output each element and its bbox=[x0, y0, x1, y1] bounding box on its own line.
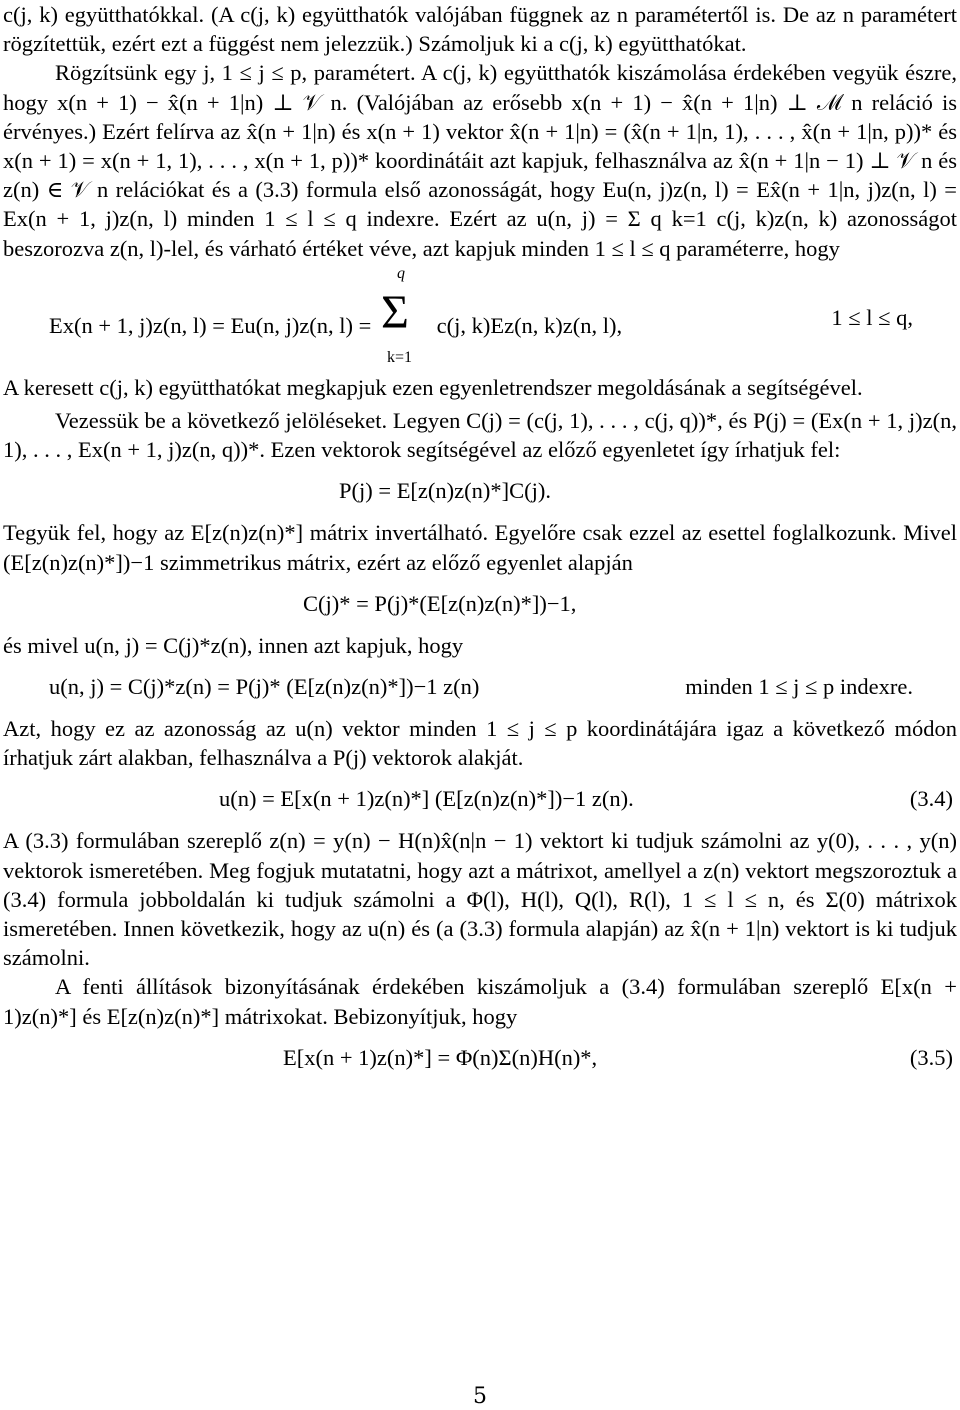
equation-sum-lhs: Ex(n + 1, j)z(n, l) = Eu(n, j)z(n, l) = bbox=[49, 312, 372, 338]
paragraph-notation: Vezessük be a következő jelöléseket. Legyen C(j) = (c(j, 1), . . . , c(j, q))*, és P(j) = (Ex(n + 1, j)z(n, 1), . . . , Ex(n + 1, j)z(n, q))*. Ezen vektorok segítségével az előző egyenletet így írhatjuk fel: bbox=[3, 408, 957, 463]
sigma-icon: Σ bbox=[380, 285, 409, 339]
equation-pj bbox=[3, 464, 957, 518]
paragraph-identity: Azt, hogy ez az azonosság az u(n) vektor minden 1 ≤ j ≤ p koordinátájára igaz a következő módon írhatjuk zárt alakban, felhasználva a P(j) vektorok alakját. bbox=[3, 716, 957, 771]
summation-symbol bbox=[377, 264, 431, 366]
equation-sum-condition: 1 ≤ l ≤ q, bbox=[831, 304, 913, 330]
equation-cj bbox=[3, 577, 957, 631]
paragraph-solution: A keresett c(j, k) együtthatókat megkapjuk ezen egyenletrendszer megoldásának a segítségével. bbox=[3, 374, 863, 400]
paragraph-and-since: és mivel u(n, j) = C(j)*z(n), innen azt kapjuk, hogy bbox=[3, 632, 464, 658]
equation-unj-body: u(n, j) = C(j)*z(n) = P(j)* (E[z(n)z(n)*])−1 z(n) bbox=[49, 674, 480, 700]
equation-unj bbox=[3, 660, 957, 714]
equation-3-5 bbox=[3, 1031, 957, 1085]
equation-3-5-body: E[x(n + 1)z(n)*] = Φ(n)Σ(n)H(n)*, bbox=[283, 1044, 598, 1070]
paragraph-intro: c(j, k) együtthatókkal. (A c(j, k) együtthatók valójában függnek az n paramétertől is. De az n paramétert rögzítettük, ezért ezt a függést nem jelezzük.) Számoljuk ki a c(j, k) együtthatókat. bbox=[3, 2, 957, 57]
equation-sum-term: c(j, k)Ez(n, k)z(n, l), bbox=[436, 312, 623, 338]
equation-unj-condition: minden 1 ≤ j ≤ p indexre. bbox=[685, 674, 913, 700]
paragraph-fix-j: Rögzítsünk egy j, 1 ≤ j ≤ p, paramétert. A c(j, k) együtthatók kiszámolása érdekében vegyük észre, hogy x(n + 1) − x̂(n + 1|n) ⊥ 𝒱 n. (Valójában az erősebb x(n + 1) − x̂(n + 1|n) ⊥ ℳ n reláció is érvényes.) Ezért felírva az x̂(n + 1|n) és x(n + 1) vektor x̂(n + 1|n) = (x̂(n + 1|n, 1), . . . , x̂(n + 1|n, p))* és x(n + 1) = x(n + 1, 1), . . . , x(n + 1, p))* koordinátáit azt kapjuk, felhasználva az x̂(n + 1|n − 1) ⊥ 𝒱 n és z(n) ∈ 𝒱 n relációkat és a (3.3) formula első azonosságát, hogy Eu(n, j)z(n, l) = Ex̂(n + 1|n, j)z(n, l) = Ex(n + 1, j)z(n, l) minden 1 ≤ l ≤ q indexre. Ezért az u(n, j) = Σ q k=1 c(j, k)z(n, k) azonosságot beszorozva z(n, l)-lel, és várható értéket véve, azt kapjuk minden 1 ≤ l ≤ q paraméterre, hogy bbox=[3, 60, 957, 261]
paragraph-proof: A fenti állítások bizonyításának érdekében kiszámoljuk a (3.4) formulában szereplő E[x(n + 1)z(n)*] és E[z(n)z(n)*] mátrixokat. Bebizonyítjuk, hogy bbox=[3, 974, 957, 1029]
paragraph-invertible: Tegyük fel, hogy az E[z(n)z(n)*] mátrix invertálható. Egyelőre csak ezzel az esettel foglalkozunk. Mivel (E[z(n)z(n)*])−1 szimmetrikus mátrix, ezért az előző egyenlet alapján bbox=[3, 520, 957, 575]
equation-3-4-body: u(n) = E[x(n + 1)z(n)*] (E[z(n)z(n)*])−1 z(n). bbox=[219, 786, 634, 812]
page-number: 5 bbox=[473, 1384, 487, 1409]
sum-upper-limit: q bbox=[396, 264, 405, 282]
sum-lower-limit: k=1 bbox=[386, 348, 413, 366]
equation-3-5-label: (3.5) bbox=[909, 1044, 953, 1070]
equation-cj-body: C(j)* = P(j)*(E[z(n)z(n)*])−1, bbox=[303, 590, 577, 616]
equation-sum-body bbox=[49, 264, 623, 366]
equation-pj-body: P(j) = E[z(n)z(n)*]C(j). bbox=[339, 478, 551, 504]
equation-3-4-label: (3.4) bbox=[909, 786, 953, 812]
paragraph-formula-33: A (3.3) formulában szereplő z(n) = y(n) − H(n)x̂(n|n − 1) vektort ki tudjuk számolni az y(0), . . . , y(n) vektorok ismeretében. Meg fogjuk mutatatni, hogy azt a mátrixot, amellyel a z(n) vektort megszoroztuk a (3.4) formula jobboldalán ki tudjuk számolni a Φ(l), H(l), Q(l), R(l), 1 ≤ l ≤ n, és Σ(0) mátrixok ismeretében. Innen következik, hogy az u(n) és (a (3.3) formula alapján) az x̂(n + 1|n) vektort is ki tudjuk számolni. bbox=[3, 828, 957, 971]
equation-3-4 bbox=[3, 772, 957, 826]
equation-sum bbox=[3, 263, 957, 373]
